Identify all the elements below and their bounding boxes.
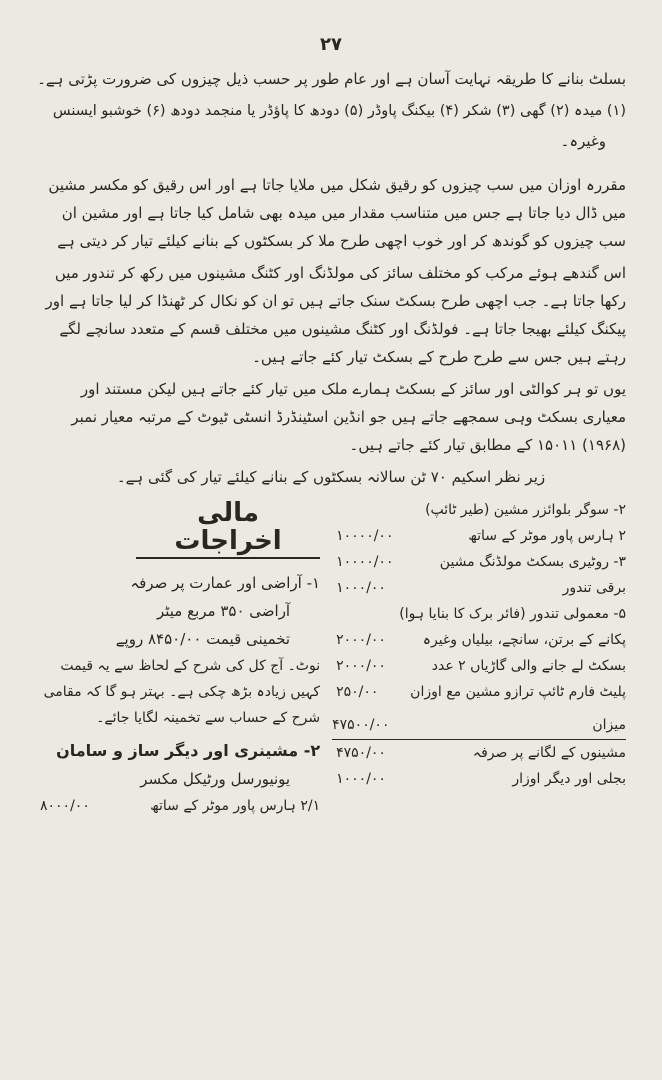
total-row — [332, 711, 626, 740]
mixer-value: ۸۰۰۰/۰۰ — [40, 798, 90, 814]
scheme-line: زیر نظر اسکیم ۷۰ ٹن سالانہ بسکٹوں کے بنانے کیلئے تیار کی گئی ہے۔ — [116, 468, 546, 486]
machine-item — [332, 679, 626, 705]
land-title: ۱- آراضی اور عمارت پر صرفہ — [130, 574, 321, 592]
machine-item — [332, 627, 626, 653]
intro-paragraph: بسلٹ بنانے کا طریقہ نہایت آسان ہے اور عام طور پر حسب ذیل چیزوں کی ضرورت پڑتی ہے۔ — [37, 70, 626, 88]
machine-item-value: ۲۰۰۰/۰۰ — [336, 658, 386, 674]
cost-note: نوٹ۔ آج کل کی شرح کے لحاظ سے یہ قیمت کہیں زیادہ بڑھ چکی ہے۔ بہتر ہو گا کہ مقامی شرح کے حساب سے تخمینہ لگایا جائے۔ — [43, 658, 321, 726]
estimated-cost: تخمینی قیمت ۸۴۵۰/۰۰ روپے — [115, 630, 291, 648]
install-value: ۴۷۵۰/۰۰ — [336, 745, 386, 761]
machine-item-value: ۱۰۰۰۰/۰۰ — [336, 528, 394, 544]
finance-right-column — [36, 497, 320, 819]
machine-item — [332, 653, 626, 679]
mixer-motor: ۲/۱ ہارس پاور موٹر کے ساتھ — [150, 798, 321, 814]
machine-item-label: ۵- معمولی تندور (فائر برک کا بنایا ہوا) — [399, 606, 626, 622]
machine-item-value: ۲۵۰/۰۰ — [336, 684, 379, 700]
mixer-row — [36, 793, 320, 819]
ingredients-etc: وغیرہ۔ — [560, 132, 606, 150]
machine-item-label: پلیٹ فارم ٹائپ ترازو مشین مع اوزان — [410, 684, 626, 700]
install-row — [332, 740, 626, 766]
ingredients-list: (۱) میدہ (۲) گھی (۳) شکر (۴) بیکنگ پاوڈر (۵) دودھ کا پاؤڈر یا منجمد دودھ (۶) خوشبو ایسنس — [52, 103, 626, 119]
machine-item-label: برقی تندور — [562, 580, 626, 596]
process-paragraph-3: یوں تو ہر کوالٹی اور سائز کے بسکٹ ہمارے ملک میں تیار کئے جاتے ہیں لیکن مستند اور معیاری بسکٹ وہی سمجھے جاتے ہیں جو انڈین اسٹینڈرڈ انسٹی ٹیوٹ کے مرتبہ معیار نمبر (۱۹۶۸) ۱۵۰۱۱ کے مطابق تیار کئے جاتے ہیں۔ — [71, 380, 626, 454]
total-value: ۴۷۵۰۰/۰۰ — [332, 717, 390, 733]
machine-item-label: ۲ ہارس پاور موٹر کے ساتھ — [468, 528, 626, 544]
tools-value: ۱۰۰۰/۰۰ — [336, 771, 386, 787]
total-label: میزان — [592, 717, 626, 733]
machine-item — [332, 601, 626, 627]
machine-item-value: ۲۰۰۰/۰۰ — [336, 632, 386, 648]
process-paragraph-1: مقررہ اوزان میں سب چیزوں کو رقیق شکل میں ملایا جاتا ہے اور اس رقیق کو مکسر مشین میں ڈال دیا جاتا ہے جس میں متناسب مقدار میں میدہ بھی شامل کیا جاتا ہے اور مشین ان سب چیزوں کو گوندھ کر اور خوب اچھی طرح ملا کر بسکٹوں کے بنانے کیلئے تیار کر دیتی ہے — [48, 176, 626, 250]
process-paragraph-2: اس گندھے ہوئے مرکب کو مختلف سائز کی مولڈنگ اور کٹنگ مشینوں میں رکھ کر تندور میں رکھا جاتا ہے۔ جب اچھی طرح بسکٹ سنک جاتے ہیں تو ان کو نکال کر ٹھنڈا کر لیا جاتا ہے اور پیکنگ کیلئے بھیجا جاتا ہے۔ فولڈنگ اور کٹنگ مشینوں میں مختلف قسم کے متعدد سانچے لگے رہتے ہیں جس سے طرح طرح کے بسکٹ تیار کئے جاتے ہیں۔ — [45, 264, 626, 366]
tools-row — [332, 766, 626, 792]
install-label: مشینوں کے لگانے پر صرفہ — [472, 745, 626, 761]
machine-item-label: ۳- روٹیری بسکٹ مولڈنگ مشین — [439, 554, 626, 570]
machine-item-label: پکانے کے برتن، سانچے، بیلیاں وغیرہ — [422, 632, 626, 648]
mixer-label: یونیورسل ورٹیکل مکسر — [140, 770, 291, 788]
machine-item-label: بسکٹ لے جانے والی گاڑیاں ۲ عدد — [431, 658, 626, 674]
machinery-title: ۲- مشینری اور دیگر ساز و سامان — [56, 741, 321, 760]
page-number: ۲۷ — [320, 34, 342, 55]
finance-heading: مالی اخراجات — [136, 499, 320, 559]
land-area: آراضی ۳۵۰ مربع میٹر — [156, 602, 291, 620]
machine-item-value: ۱۰۰۰/۰۰ — [336, 580, 386, 596]
machine-item-value: ۱۰۰۰۰/۰۰ — [336, 554, 394, 570]
machine-item — [332, 575, 626, 601]
finance-left-column — [332, 497, 626, 819]
tools-label: بجلی اور دیگر اوزار — [512, 771, 626, 787]
machine-item — [332, 497, 626, 523]
machine-item — [332, 549, 626, 575]
machine-item-label: ۲- سوگر بلوائزر مشین (طیر ٹائپ) — [425, 502, 626, 518]
machine-item — [332, 523, 626, 549]
